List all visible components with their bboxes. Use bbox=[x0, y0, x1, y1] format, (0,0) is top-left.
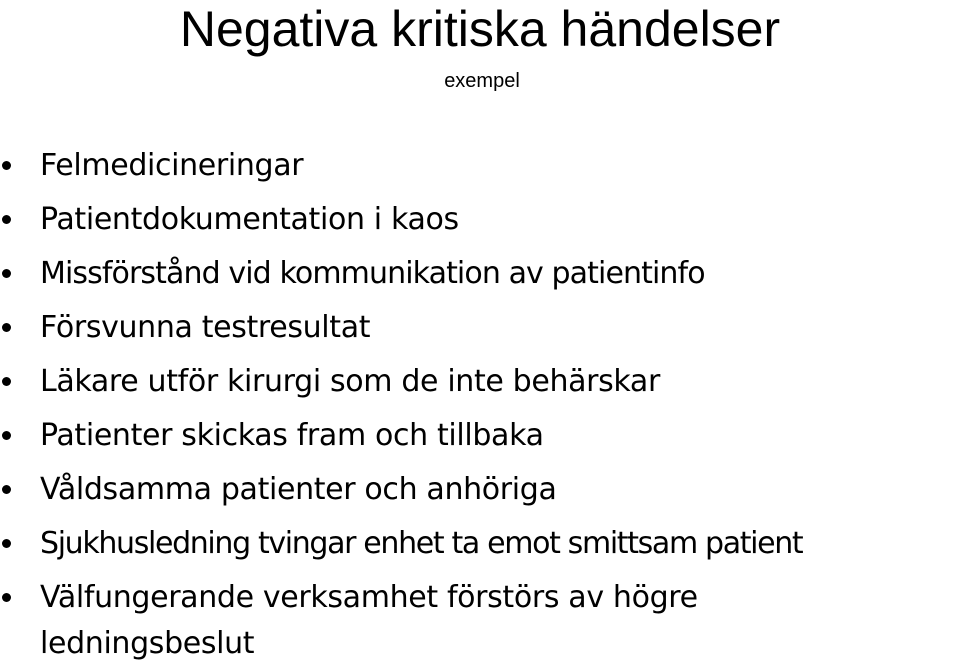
bullet-item bbox=[0, 193, 960, 247]
bullet-dot-icon bbox=[2, 539, 11, 548]
bullet-text: Missförstånd vid kommunikation av patientinfo bbox=[40, 256, 705, 291]
bullet-text: Försvunna testresultat bbox=[40, 310, 371, 345]
bullet-dot-icon bbox=[2, 431, 11, 440]
bullet-item bbox=[0, 571, 880, 667]
bullet-item bbox=[0, 301, 960, 355]
slide-subtitle: exempel bbox=[444, 70, 520, 92]
bullet-list bbox=[0, 139, 960, 667]
bullet-text: Sjukhusledning tvingar enhet ta emot smittsam patient bbox=[40, 526, 803, 561]
bullet-text: Välfungerande verksamhet förstörs av högre ledningsbeslut bbox=[40, 580, 698, 661]
bullet-dot-icon bbox=[2, 323, 11, 332]
bullet-text: Våldsamma patienter och anhöriga bbox=[40, 472, 557, 507]
slide-title: Negativa kritiska händelser bbox=[179, 1, 781, 57]
bullet-dot-icon bbox=[2, 161, 11, 170]
bullet-dot-icon bbox=[2, 377, 11, 386]
bullet-dot-icon bbox=[2, 485, 11, 494]
bullet-text: Patientdokumentation i kaos bbox=[40, 202, 459, 237]
bullet-dot-icon bbox=[2, 593, 11, 602]
bullet-item bbox=[0, 247, 960, 301]
bullet-item bbox=[0, 463, 960, 517]
bullet-text: Patienter skickas fram och tillbaka bbox=[40, 418, 544, 453]
bullet-item bbox=[0, 517, 960, 571]
bullet-item bbox=[0, 409, 960, 463]
bullet-item bbox=[0, 139, 960, 193]
bullet-dot-icon bbox=[2, 269, 11, 278]
bullet-text: Läkare utför kirurgi som de inte behärskar bbox=[40, 364, 660, 399]
bullet-item bbox=[0, 355, 960, 409]
bullet-dot-icon bbox=[2, 215, 11, 224]
bullet-text: Felmedicineringar bbox=[40, 148, 304, 183]
